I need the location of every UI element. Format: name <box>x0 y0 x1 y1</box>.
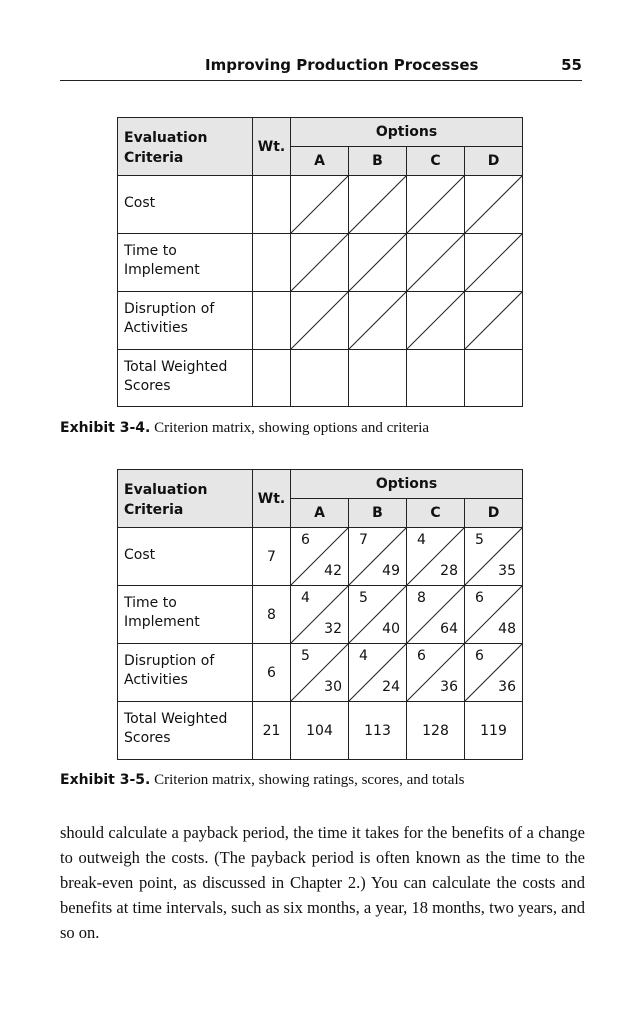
score-cell <box>348 585 407 644</box>
rating-value: 4 <box>359 648 368 664</box>
option-cell-diagonal <box>348 233 407 292</box>
rating-value: 4 <box>417 532 426 548</box>
score-value: 42 <box>324 563 342 579</box>
option-cell-diagonal <box>406 233 465 292</box>
option-cell-diagonal <box>464 175 523 234</box>
option-header-c: C <box>406 498 465 528</box>
score-value: 36 <box>440 679 458 695</box>
score-value: 36 <box>498 679 516 695</box>
caption-text: Criterion matrix, showing options and criteria <box>150 420 430 436</box>
score-cell <box>464 643 523 702</box>
option-cell-diagonal <box>406 291 465 350</box>
score-cell <box>464 527 523 586</box>
rating-value: 6 <box>475 590 484 606</box>
option-cell-diagonal <box>348 291 407 350</box>
criterion-label: Total Weighted Scores <box>124 359 228 394</box>
criteria-header: Evaluation Criteria <box>117 469 253 528</box>
option-cell-diagonal <box>290 175 349 234</box>
score-value: 48 <box>498 621 516 637</box>
rating-value: 5 <box>475 532 484 548</box>
criterion-total <box>117 349 253 407</box>
criterion-time-to-implement <box>117 585 253 644</box>
option-cell-diagonal <box>348 175 407 234</box>
options-header: Options <box>290 469 523 499</box>
option-cell-diagonal <box>464 233 523 292</box>
exhibit-3-4-caption <box>60 420 429 437</box>
weight-value: 8 <box>252 585 291 644</box>
score-cell <box>290 585 349 644</box>
score-cell <box>406 643 465 702</box>
rating-value: 6 <box>475 648 484 664</box>
body-paragraph: should calculate a payback period, the time it takes for the benefits of a change to outweigh the costs. (The payback period is often known as the time to the break-even point, as discussed in Chapter 2.) You can calculate the costs and benefits at time intervals, such as six months, a year, 18 months, two years, and so on. <box>60 823 585 942</box>
weight-value: 7 <box>252 527 291 586</box>
option-header-d: D <box>464 498 523 528</box>
total-cell <box>406 349 465 407</box>
score-value: 30 <box>324 679 342 695</box>
option-header-b: B <box>348 498 407 528</box>
score-cell <box>464 585 523 644</box>
score-cell <box>348 643 407 702</box>
weight-cell <box>252 175 291 234</box>
total-score-b: 113 <box>348 701 407 760</box>
weight-cell <box>252 291 291 350</box>
running-title: Improving Production Processes <box>205 56 479 74</box>
option-header-b: B <box>348 146 407 176</box>
score-value: 24 <box>382 679 400 695</box>
page-number: 55 <box>561 56 582 74</box>
score-value: 49 <box>382 563 400 579</box>
exhibit-3-5-matrix <box>117 469 523 760</box>
option-cell-diagonal <box>290 291 349 350</box>
caption-label: Exhibit 3-4. <box>60 420 151 436</box>
weight-cell <box>252 233 291 292</box>
option-cell-diagonal <box>464 291 523 350</box>
caption-text: Criterion matrix, showing ratings, scores, and totals <box>150 772 465 788</box>
rating-value: 6 <box>301 532 310 548</box>
weight-cell <box>252 349 291 407</box>
weight-header: Wt. <box>252 469 291 528</box>
criterion-label: Disruption of Activities <box>124 653 215 688</box>
criterion-cost <box>117 527 253 586</box>
rating-value: 4 <box>301 590 310 606</box>
total-cell <box>348 349 407 407</box>
score-cell <box>348 527 407 586</box>
score-value: 40 <box>382 621 400 637</box>
score-cell <box>290 643 349 702</box>
option-header-d: D <box>464 146 523 176</box>
exhibit-3-4-matrix <box>117 117 523 407</box>
rating-value: 6 <box>417 648 426 664</box>
running-header <box>60 56 582 81</box>
criterion-label: Cost <box>124 195 156 211</box>
weight-value: 6 <box>252 643 291 702</box>
option-header-a: A <box>290 498 349 528</box>
options-header: Options <box>290 117 523 147</box>
total-cell <box>464 349 523 407</box>
caption-label: Exhibit 3-5. <box>60 772 151 788</box>
criteria-header: Evaluation Criteria <box>117 117 253 176</box>
total-score-d: 119 <box>464 701 523 760</box>
exhibit-3-5-caption <box>60 772 464 789</box>
criterion-disruption <box>117 291 253 350</box>
option-header-a: A <box>290 146 349 176</box>
criterion-disruption <box>117 643 253 702</box>
criterion-total <box>117 701 253 760</box>
criterion-label: Time to Implement <box>124 595 200 630</box>
total-weight: 21 <box>252 701 291 760</box>
option-cell-diagonal <box>290 233 349 292</box>
option-cell-diagonal <box>406 175 465 234</box>
weight-header: Wt. <box>252 117 291 176</box>
total-score-a: 104 <box>290 701 349 760</box>
score-cell <box>406 527 465 586</box>
option-header-c: C <box>406 146 465 176</box>
criterion-cost <box>117 175 253 234</box>
criterion-label: Disruption of Activities <box>124 301 215 336</box>
rating-value: 5 <box>359 590 368 606</box>
score-value: 32 <box>324 621 342 637</box>
rating-value: 8 <box>417 590 426 606</box>
score-value: 64 <box>440 621 458 637</box>
criterion-label: Time to Implement <box>124 243 200 278</box>
score-value: 28 <box>440 563 458 579</box>
total-score-c: 128 <box>406 701 465 760</box>
rating-value: 5 <box>301 648 310 664</box>
score-cell <box>406 585 465 644</box>
score-cell <box>290 527 349 586</box>
score-value: 35 <box>498 563 516 579</box>
criterion-time-to-implement <box>117 233 253 292</box>
criterion-label: Total Weighted Scores <box>124 711 228 746</box>
total-cell <box>290 349 349 407</box>
rating-value: 7 <box>359 532 368 548</box>
criterion-label: Cost <box>124 547 156 563</box>
